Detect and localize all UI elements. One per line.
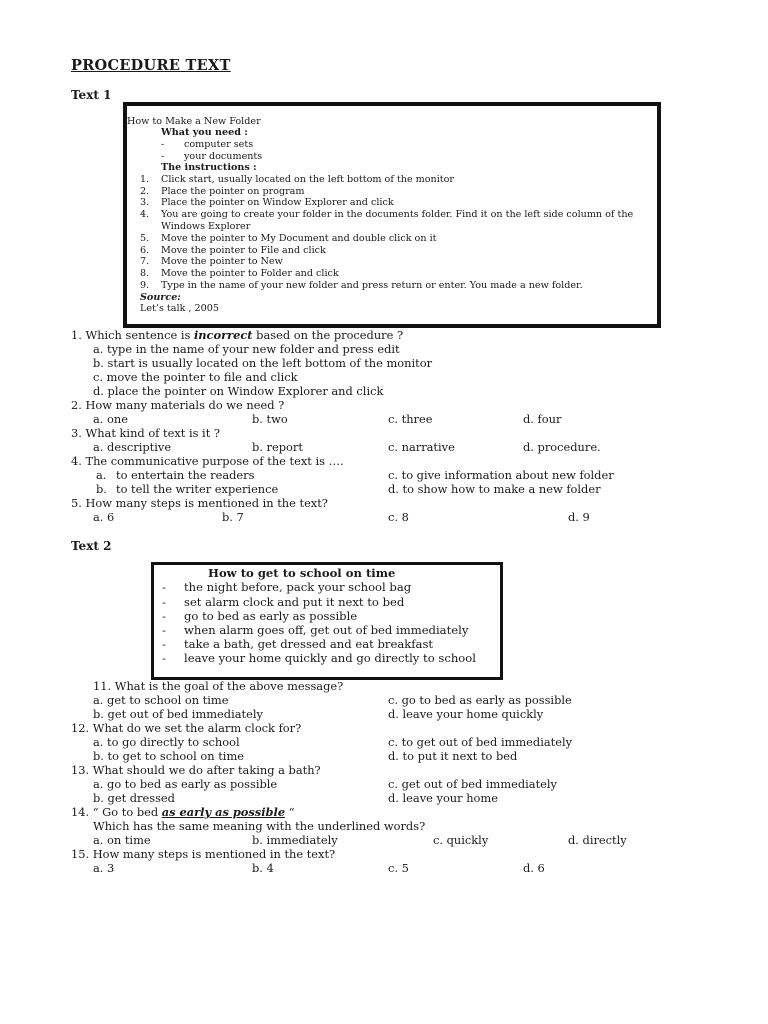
q5-option-b[interactable]: b. 7 [222, 510, 244, 524]
need-item: - [161, 139, 165, 150]
q15-option-a[interactable]: a. 3 [93, 861, 115, 875]
page-title: PROCEDURE TEXT [71, 57, 231, 74]
q13-option-d[interactable]: d. leave your home [388, 791, 498, 805]
step-text: Move the pointer to My Document and double click on it [161, 233, 437, 244]
step-number: 8. [140, 268, 150, 279]
q2-option-b[interactable]: b. two [252, 412, 288, 426]
bullet-dash: - [162, 637, 166, 651]
question-2: 2. How many materials do we need ? [71, 398, 285, 412]
step-number: 3. [140, 197, 150, 208]
q13-option-b[interactable]: b. get dressed [93, 791, 175, 805]
q12-option-b[interactable]: b. to get to school on time [93, 749, 244, 763]
step-text: Click start, usually located on the left bottom of the monitor [161, 174, 455, 185]
q1-option-a[interactable]: a. type in the name of your new folder and press edit [93, 342, 400, 356]
instructions-heading: The instructions : [161, 162, 257, 173]
question-14 [71, 805, 295, 819]
q15-option-d[interactable]: d. 6 [523, 861, 545, 875]
question-text: 14. “ Go to bed [71, 805, 162, 819]
text2-list-item: when alarm goes off, get out of bed immediately [184, 623, 469, 637]
question-text: 1. Which sentence is [71, 328, 194, 342]
q14-option-c[interactable]: c. quickly [433, 833, 489, 847]
question-3: 3. What kind of text is it ? [71, 426, 221, 440]
step-number: 5. [140, 233, 150, 244]
q3-option-d[interactable]: d. procedure. [523, 440, 601, 454]
q2-option-c[interactable]: c. three [388, 412, 433, 426]
step-text: Move the pointer to Folder and click [161, 268, 339, 279]
q11-option-b[interactable]: b. get out of bed immediately [93, 707, 263, 721]
source-text: Let’s talk , 2005 [140, 303, 219, 314]
q4-option-d[interactable]: d. to show how to make a new folder [388, 482, 601, 496]
q2-option-a[interactable]: a. one [93, 412, 128, 426]
q11-option-c[interactable]: c. go to bed as early as possible [388, 693, 572, 707]
question-emphasis: incorrect [193, 328, 253, 342]
step-number: 6. [140, 245, 150, 256]
q12-option-d[interactable]: d. to put it next to bed [388, 749, 518, 763]
question-text: based on the procedure ? [252, 328, 404, 342]
text2-list-item: set alarm clock and put it next to bed [184, 595, 405, 609]
q4-option-c[interactable]: c. to give information about new folder [388, 468, 614, 482]
step-text: Place the pointer on Window Explorer and click [161, 197, 394, 208]
text2-list-item: the night before, pack your school bag [184, 580, 412, 594]
step-text: Move the pointer to New [161, 256, 283, 267]
step-text: Type in the name of your new folder and press return or enter. You made a new folder. [161, 280, 583, 291]
step-text: Move the pointer to File and click [161, 245, 326, 256]
q4-option-a[interactable]: to entertain the readers [116, 468, 255, 482]
question-12: 12. What do we set the alarm clock for? [71, 721, 302, 735]
text1-box-title: How to Make a New Folder [127, 116, 261, 127]
q1-option-d[interactable]: d. place the pointer on Window Explorer and click [93, 384, 384, 398]
q14-option-b[interactable]: b. immediately [252, 833, 338, 847]
question-5: 5. How many steps is mentioned in the text? [71, 496, 328, 510]
step-number: 4. [140, 209, 150, 220]
q12-option-a[interactable]: a. to go directly to school [93, 735, 240, 749]
bullet-dash: - [162, 595, 166, 609]
text2-label: Text 2 [71, 539, 112, 553]
q14-option-d[interactable]: d. directly [568, 833, 627, 847]
bullet-dash: - [162, 651, 166, 665]
q4-option-b[interactable]: to tell the writer experience [116, 482, 279, 496]
need-item-text: computer sets [184, 139, 254, 150]
q5-option-a[interactable]: a. 6 [93, 510, 115, 524]
step-number: 1. [140, 174, 150, 185]
q3-option-a[interactable]: a. descriptive [93, 440, 172, 454]
need-heading: What you need : [161, 127, 248, 138]
step-text-continued: Windows Explorer [161, 221, 251, 232]
text2-list-item: go to bed as early as possible [184, 609, 358, 623]
need-item-text: your documents [184, 151, 263, 162]
bullet-dash: - [162, 580, 166, 594]
text2-list-item: take a bath, get dressed and eat breakfast [184, 637, 434, 651]
q1-option-b[interactable]: b. start is usually located on the left bottom of the monitor [93, 356, 433, 370]
step-text: You are going to create your folder in the documents folder. Find it on the left side column of the [161, 209, 634, 220]
text2-box-title: How to get to school on time [208, 566, 396, 580]
q3-option-b[interactable]: b. report [252, 440, 303, 454]
question-text: “ [285, 805, 295, 819]
question-13: 13. What should we do after taking a bath? [71, 763, 321, 777]
question-emphasis: as early as possible [161, 805, 286, 819]
q15-option-b[interactable]: b. 4 [252, 861, 274, 875]
step-number: 7. [140, 256, 150, 267]
bullet-dash: - [162, 609, 166, 623]
question-15: 15. How many steps is mentioned in the text? [71, 847, 336, 861]
step-number: 9. [140, 280, 150, 291]
q15-option-c[interactable]: c. 5 [388, 861, 409, 875]
q5-option-c[interactable]: c. 8 [388, 510, 409, 524]
q3-option-c[interactable]: c. narrative [388, 440, 455, 454]
question-4: 4. The communicative purpose of the text is …. [71, 454, 344, 468]
step-number: 2. [140, 186, 150, 197]
source-heading: Source: [140, 292, 181, 303]
step-text: Place the pointer on program [161, 186, 305, 197]
text1-label: Text 1 [71, 88, 112, 102]
q11-option-d[interactable]: d. leave your home quickly [388, 707, 544, 721]
question-14-line2: Which has the same meaning with the underlined words? [93, 819, 426, 833]
question-11: 11. What is the goal of the above message? [93, 679, 344, 693]
q4-option-b-letter: b. [96, 482, 107, 496]
q1-option-c[interactable]: c. move the pointer to file and click [93, 370, 298, 384]
q4-option-a-letter: a. [96, 468, 107, 482]
q5-option-d[interactable]: d. 9 [568, 510, 590, 524]
q2-option-d[interactable]: d. four [523, 412, 562, 426]
q14-option-a[interactable]: a. on time [93, 833, 151, 847]
text2-list-item: leave your home quickly and go directly to school [184, 651, 476, 665]
need-item: - [161, 151, 165, 162]
q13-option-a[interactable]: a. go to bed as early as possible [93, 777, 278, 791]
q12-option-c[interactable]: c. to get out of bed immediately [388, 735, 573, 749]
bullet-dash: - [162, 623, 166, 637]
question-1 [71, 328, 403, 342]
q13-option-c[interactable]: c. get out of bed immediately [388, 777, 557, 791]
q11-option-a[interactable]: a. get to school on time [93, 693, 229, 707]
